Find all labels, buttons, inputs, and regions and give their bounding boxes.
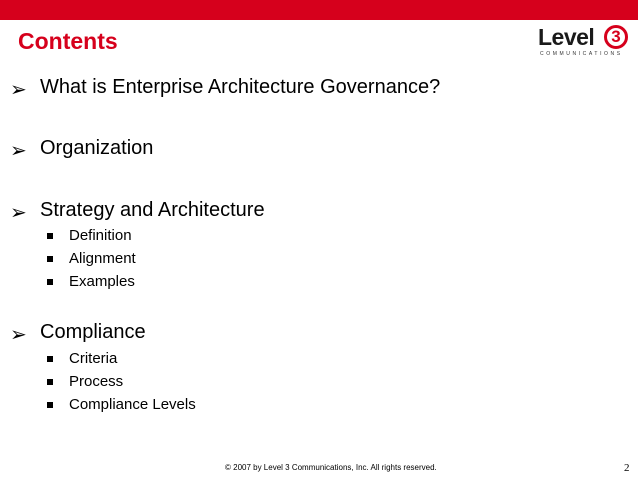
contents-item-label: Compliance [40,321,146,343]
copyright-footer: © 2007 by Level 3 Communications, Inc. All rights reserved. [225,463,437,472]
contents-subitem-label: Criteria [69,350,118,367]
page-number: 2 [624,462,630,474]
contents-subitem-label: Compliance Levels [69,396,196,413]
square-bullet-icon [47,256,53,262]
arrow-bullet-icon: ➢ [10,202,27,224]
square-bullet-icon [47,402,53,408]
arrow-bullet-icon: ➢ [10,140,27,162]
contents-item-label: Strategy and Architecture [40,199,265,221]
contents-item-label: Organization [40,137,154,159]
arrow-bullet-icon: ➢ [10,324,27,346]
square-bullet-icon [47,279,53,285]
square-bullet-icon [47,356,53,362]
logo-wordmark: Level [538,24,595,50]
contents-item-label: What is Enterprise Architecture Governance? [40,76,441,98]
arrow-bullet-icon: ➢ [10,79,27,101]
contents-subitem-label: Process [69,373,124,390]
logo-subtitle: COMMUNICATIONS [540,51,623,57]
logo-number: 3 [604,25,628,49]
square-bullet-icon [47,233,53,239]
square-bullet-icon [47,379,53,385]
contents-subitem-label: Definition [69,227,132,244]
contents-subitem-label: Examples [69,273,135,290]
contents-subitem-label: Alignment [69,250,136,267]
slide-title: Contents [18,28,118,54]
